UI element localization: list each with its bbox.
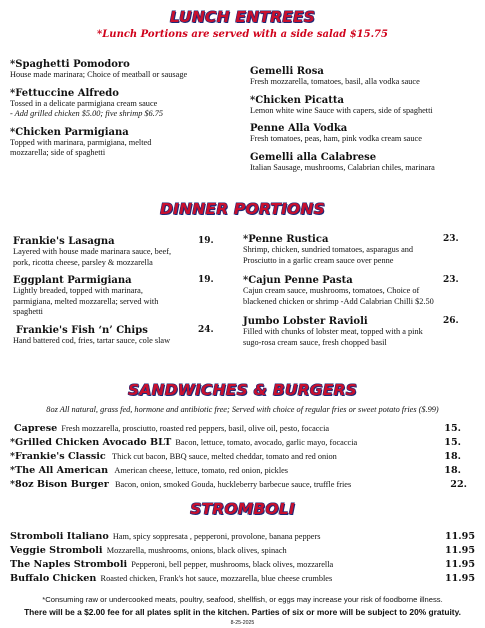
- menu-item: [13, 236, 238, 268]
- menu-item: [243, 316, 478, 348]
- item-desc: spaghetti: [13, 307, 43, 317]
- item-name: The Naples Stromboli: [10, 559, 128, 570]
- item-price: 11.95: [444, 573, 475, 584]
- item-name: *Chicken Picatta: [250, 94, 344, 106]
- item-name: *8oz Bison Burger: [10, 479, 109, 490]
- item-desc: Shrimp, chicken, sundried tomatoes, asparagus and: [243, 245, 414, 254]
- sandwiches-title: SANDWICHES & BURGERS: [127, 381, 357, 399]
- menu-row: [10, 545, 475, 556]
- menu-row: [10, 451, 475, 462]
- item-name: *The All American: [10, 465, 109, 476]
- menu-item: [250, 95, 480, 117]
- item-desc: Italian Sausage, mushrooms, Calabrian chiles, marinara: [250, 162, 435, 172]
- item-desc: sugo-rosa cream sauce, fresh chopped basil: [243, 337, 387, 347]
- item-name: *Cajun Penne Pasta: [243, 275, 353, 287]
- menu-row: [10, 465, 475, 476]
- dinner-left-column: [13, 236, 238, 347]
- menu-item: [10, 59, 235, 81]
- item-name: *Chicken Parmigiana: [10, 126, 129, 138]
- lunch-right-column: [250, 66, 480, 173]
- menu-row: [10, 437, 475, 448]
- menu-item: [250, 66, 480, 88]
- item-name: *Penne Rustica: [243, 234, 329, 245]
- item-desc: Bacon, lettuce, tomato, avocado, garlic mayo, focaccia: [175, 438, 358, 447]
- item-name: *Spaghetti Pomodoro: [10, 59, 130, 70]
- menu-row: [10, 573, 475, 584]
- item-price: 11.95: [444, 559, 475, 570]
- item-name: Gemelli alla Calabrese: [250, 151, 377, 163]
- lunch-left-column: [10, 59, 235, 159]
- item-price: 26.: [443, 316, 459, 327]
- item-price: 23.: [443, 275, 459, 286]
- item-desc: Layered with house made marinara sauce, beef,: [13, 247, 172, 256]
- item-name: Veggie Stromboli: [10, 545, 103, 556]
- item-name: *Fettuccine Alfredo: [10, 87, 119, 99]
- item-price: 19.: [198, 236, 214, 246]
- item-desc: Cajun cream sauce, mushrooms, tomatoes, Choice of: [243, 286, 420, 296]
- item-desc: mozzarella; side of spaghetti: [10, 148, 106, 158]
- item-desc: Fresh mozzarella, tomatoes, basil, alla vodka sauce: [250, 77, 420, 86]
- item-price: 23.: [443, 234, 459, 244]
- sandwiches-note: 8oz All natural, grass fed, hormone and antibiotic free; Served with choice of regular fries or sweet potato fries ($.99): [46, 405, 439, 414]
- item-desc: Pepperoni, bell pepper, mushrooms, black olives, mozzarella: [131, 560, 334, 569]
- dinner-title: DINNER PORTIONS: [160, 200, 325, 218]
- item-price: 22.: [450, 479, 467, 490]
- item-desc: American cheese, lettuce, tomato, red onion, pickles: [114, 466, 289, 475]
- allergy-warning: *Consuming raw or undercooked meats, poultry, seafood, shellfish, or eggs may increase your risk of foodborne illness.: [42, 595, 443, 604]
- item-desc: Lightly breaded, topped with marinara,: [13, 286, 143, 296]
- item-price: 18.: [444, 451, 461, 462]
- item-desc: Thick cut bacon, BBQ sauce, melted cheddar, tomato and red onion: [112, 452, 337, 461]
- item-desc: Bacon, onion, smoked Gouda, huckleberry barbecue sauce, truffle fries: [115, 480, 352, 489]
- item-desc: Hand battered cod, fries, tartar sauce, cole slaw: [13, 335, 171, 345]
- item-desc: Prosciutto in a garlic cream sauce over penne: [243, 255, 394, 265]
- menu-row: [10, 531, 475, 542]
- item-name: Stromboli Italiano: [10, 531, 109, 542]
- menu-item: [250, 123, 480, 145]
- menu-item: [243, 234, 478, 266]
- item-name: Jumbo Lobster Ravioli: [243, 316, 368, 328]
- item-price: 11.95: [444, 545, 475, 556]
- item-name: Eggplant Parmigiana: [13, 275, 132, 287]
- item-desc: Fresh tomatoes, peas, ham, pink vodka cream sauce: [250, 134, 422, 144]
- item-name: Gemelli Rosa: [250, 66, 324, 77]
- item-name: *Grilled Chicken Avocado BLT: [10, 437, 172, 448]
- item-name: Buffalo Chicken: [10, 573, 97, 584]
- item-name: Frankie's Lasagna: [13, 236, 115, 247]
- menu-item: [10, 127, 235, 159]
- menu-row: [10, 559, 475, 570]
- item-name: Caprese: [14, 423, 58, 434]
- item-desc: Topped with marinara, parmigiana, melted: [10, 137, 152, 147]
- item-desc: Roasted chicken, Frank's hot sauce, mozzarella, blue cheese crumbles: [100, 574, 333, 583]
- menu-item: [13, 325, 238, 347]
- stromboli-title: STROMBOLI: [190, 500, 295, 518]
- menu-date: 8-25-2025: [230, 620, 255, 626]
- lunch-title: LUNCH ENTREES: [169, 8, 316, 26]
- item-price: 11.95: [444, 531, 475, 542]
- item-desc: - Add grilled chicken $5.00; five shrimp $6.75: [10, 109, 164, 119]
- menu-row: [10, 479, 475, 490]
- menu-row: [10, 423, 475, 434]
- menu-item: [13, 275, 238, 318]
- item-desc: pork, ricotta cheese, parsley & mozzarella: [13, 257, 153, 267]
- menu-item: [10, 88, 235, 120]
- item-desc: Lemon white wine Sauce with capers, side of spaghetti: [250, 105, 433, 115]
- item-desc: Filled with chunks of lobster meat, topped with a pink: [243, 327, 423, 337]
- lunch-subtitle: *Lunch Portions are served with a side salad $15.75: [97, 29, 388, 40]
- menu-item: [243, 275, 478, 307]
- item-desc: Fresh mozzarella, prosciutto, roasted red peppers, basil, olive oil, pesto, focaccia: [61, 424, 330, 433]
- item-name: *Frankie's Classic: [10, 451, 106, 462]
- item-price: 18.: [444, 465, 461, 476]
- item-desc: blackened chicken or shrimp -Add Calabrian Chilli $2.50: [243, 296, 434, 306]
- split-plate-policy: There will be a $2.00 fee for all plates split in the kitchen. Parties of six or more will be subject to 20% gratuity.: [24, 607, 461, 617]
- item-price: 15.: [444, 437, 461, 448]
- item-name: Frankie's Fish ‘n’ Chips: [16, 324, 148, 336]
- item-price: 24.: [198, 324, 214, 335]
- item-desc: Mozzarella, mushrooms, onions, black olives, spinach: [106, 546, 287, 555]
- menu-item: [250, 152, 480, 174]
- item-name: Penne Alla Vodka: [250, 123, 348, 135]
- item-price: 19.: [198, 275, 214, 286]
- item-desc: parmigiana, melted mozzarella; served with: [13, 296, 159, 306]
- dinner-right-column: [243, 234, 478, 349]
- item-desc: Tossed in a delicate parmigiana cream sauce: [10, 98, 158, 108]
- item-price: 15.: [444, 423, 461, 434]
- item-desc: Ham, spicy soppresata , pepperoni, provolone, banana peppers: [112, 532, 321, 541]
- item-desc: House made marinara; Choice of meatball or sausage: [10, 70, 188, 79]
